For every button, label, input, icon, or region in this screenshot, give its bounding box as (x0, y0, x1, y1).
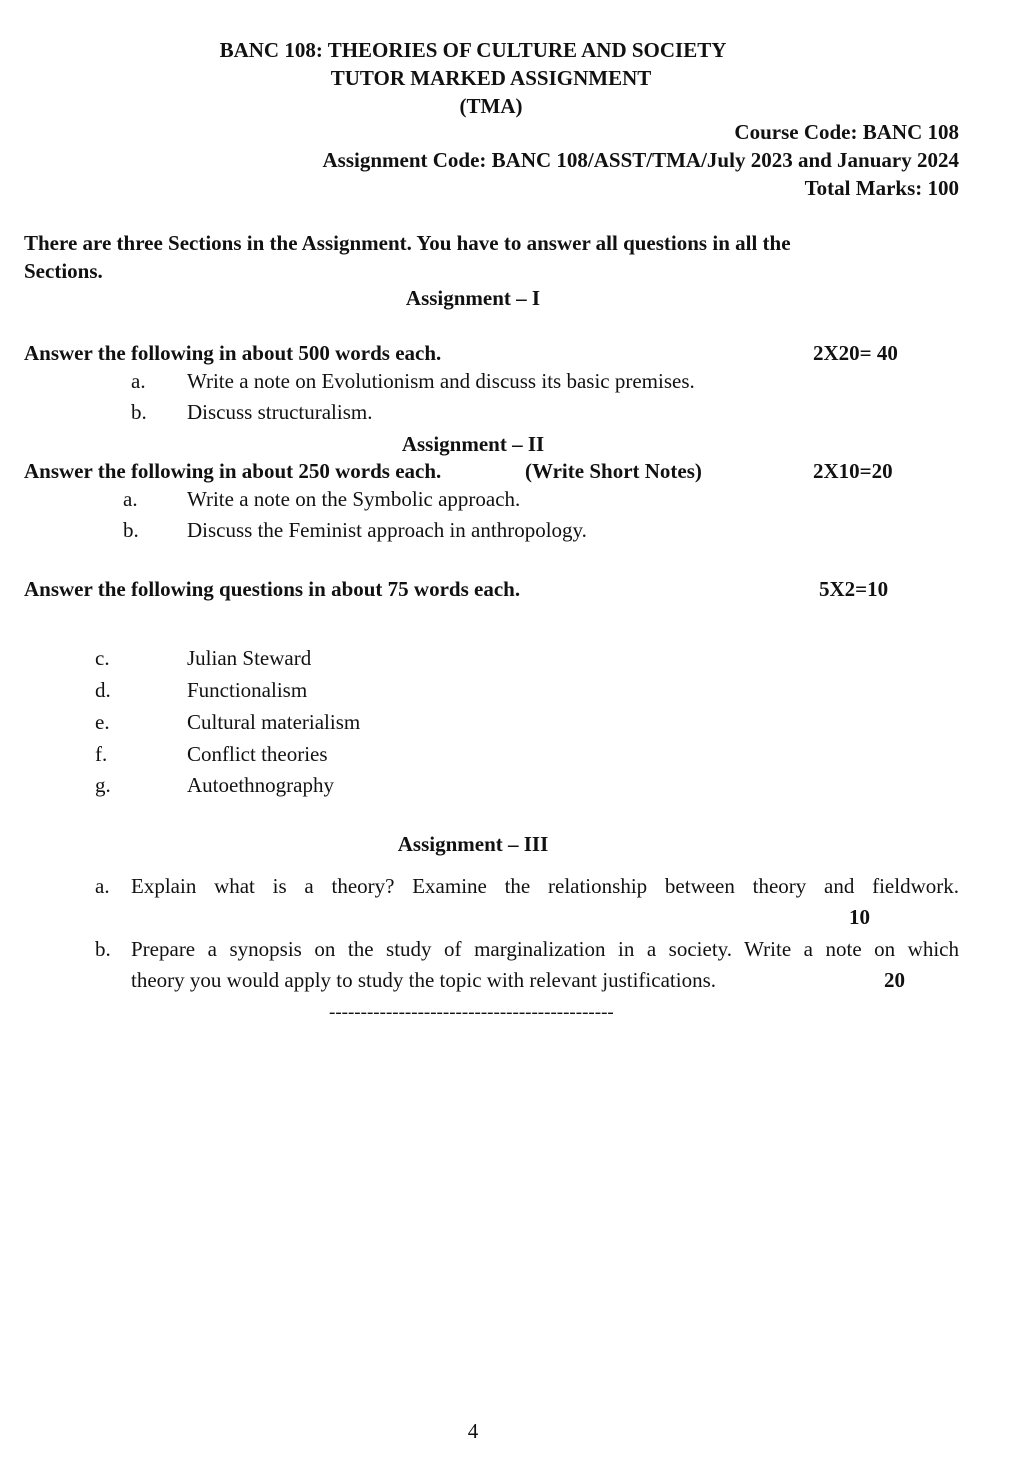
list-item-letter: a. (123, 487, 138, 511)
list-item-letter: f. (95, 742, 108, 766)
assignment-3-marks-a: 10 (849, 905, 870, 929)
assignment-code: Assignment Code: BANC 108/ASST/TMA/July 2023 and January 2024 (322, 148, 959, 172)
end-rule: --------------------------------------------- (329, 1002, 614, 1023)
assignment-2-marks-2: 5X2=10 (819, 577, 889, 601)
assignment-1-heading: Assignment – I (405, 286, 541, 310)
list-item: Write a note on Evolutionism and discuss its basic premises. (187, 369, 695, 393)
intro-line-1: There are three Sections in the Assignment. You have to answer all questions in all the (24, 231, 791, 255)
list-item: Write a note on the Symbolic approach. (187, 487, 521, 511)
document-abbr: (TMA) (459, 94, 523, 118)
document-subtitle: TUTOR MARKED ASSIGNMENT (330, 66, 652, 90)
list-item-letter: c. (95, 646, 110, 670)
list-item: Functionalism (187, 678, 308, 702)
assignment-2-heading: Assignment – II (401, 432, 545, 456)
course-code: Course Code: BANC 108 (734, 120, 959, 144)
list-item: Explain what is a theory? Examine the relationship between theory and fieldwork. (131, 874, 959, 898)
list-item: Discuss structuralism. (187, 400, 373, 424)
assignment-2-marks: 2X10=20 (813, 459, 893, 483)
list-item-letter: b. (123, 518, 139, 542)
list-item: Cultural materialism (187, 710, 361, 734)
assignment-3-marks-b: 20 (884, 968, 905, 992)
list-item-continuation: theory you would apply to study the topic with relevant justifications. (131, 968, 716, 992)
assignment-2-note: (Write Short Notes) (525, 459, 702, 483)
list-item: Autoethnography (187, 773, 334, 797)
list-item-letter: b. (131, 400, 147, 424)
document-title: BANC 108: THEORIES OF CULTURE AND SOCIETY (219, 38, 727, 62)
list-item-letter: g. (95, 773, 111, 797)
list-item-letter: a. (95, 874, 110, 898)
list-item-letter: a. (131, 369, 146, 393)
list-item-letter: b. (95, 937, 111, 961)
list-item-letter: d. (95, 678, 111, 702)
list-item: Discuss the Feminist approach in anthropology. (187, 518, 587, 542)
assignment-1-instruction: Answer the following in about 500 words each. (24, 341, 442, 365)
assignment-2-instruction-2: Answer the following questions in about 75 words each. (24, 577, 521, 601)
intro-line-2: Sections. (24, 259, 103, 283)
assignment-3-heading: Assignment – III (397, 832, 549, 856)
list-item: Julian Steward (187, 646, 312, 670)
total-marks: Total Marks: 100 (804, 176, 959, 200)
page-number: 4 (467, 1419, 479, 1443)
assignment-1-marks: 2X20= 40 (813, 341, 898, 365)
list-item-letter: e. (95, 710, 110, 734)
assignment-2-instruction: Answer the following in about 250 words each. (24, 459, 442, 483)
list-item: Prepare a synopsis on the study of marginalization in a society. Write a note on which (131, 937, 959, 961)
list-item: Conflict theories (187, 742, 328, 766)
